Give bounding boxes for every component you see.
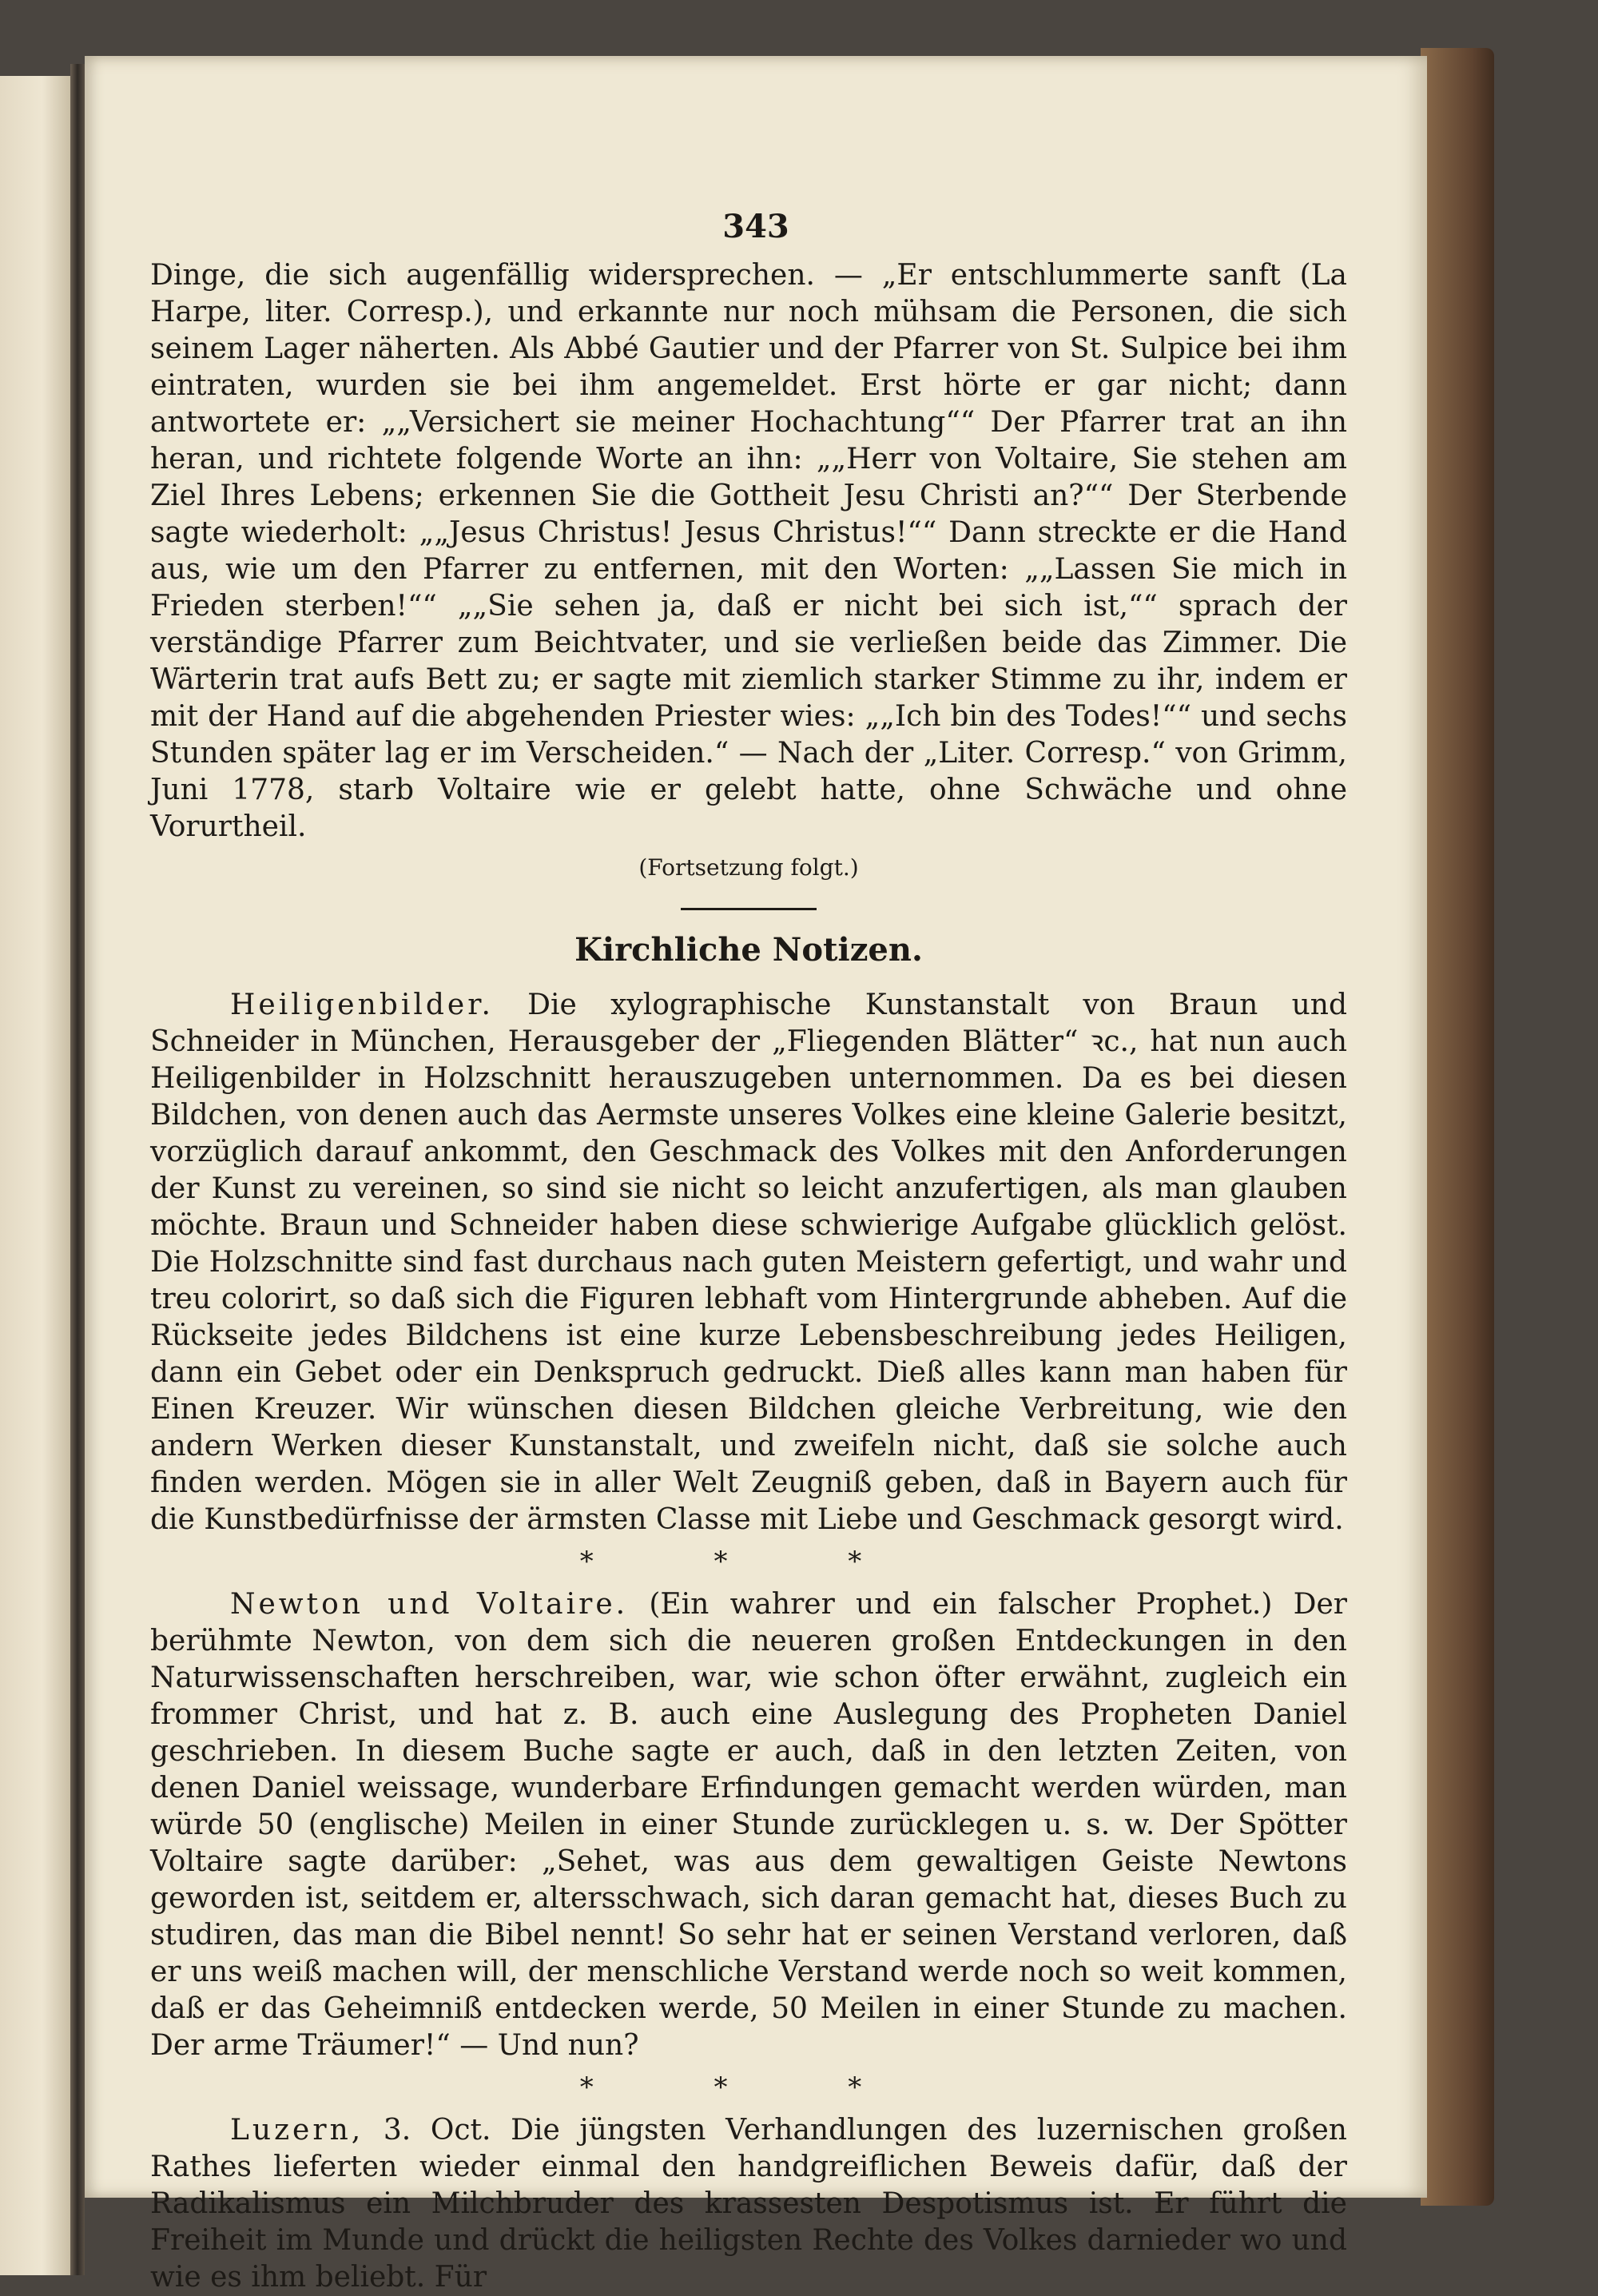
continuation-note: (Fortsetzung folgt.) [638, 854, 859, 881]
paragraph-body: (Ein wahrer und ein falscher Prophet.) Der berühmte Newton, von dem sich die neueren großen Entdeckungen in den Naturwissenschaften herschreiben, war, wie schon öfter erwähnt, zugleich ein frommer Christ, und hat z. B. auch eine Auslegung des Propheten Daniel geschrieben. In diesem Buche sagte er auch, daß in den letzten Zeiten, von denen Daniel weissage, wunderbare Erfindungen gemacht werden würden, man würde 50 (englische) Meilen in einer Stunde zurücklegen u. s. w. Der Spötter Voltaire sagte darüber: „Sehet, was aus dem gewaltigen Geiste Newtons geworden ist, seitdem er, altersschwach, sich daran gemacht hat, dieses Buch zu studiren, das man die Bibel nennt! So sehr hat er seinen Verstand verloren, daß er uns weiß machen will, der menschliche Verstand werde noch so weit kommen, daß er das Geheimniß entdecken werde, 50 Meilen in einer Stunde zu machen. Der arme Träumer!“ — Und nun? [150, 1588, 1347, 2062]
left-page-edge [0, 76, 70, 2275]
paragraph-lead: Newton und Voltaire. [230, 1588, 629, 1621]
book-gutter [70, 64, 85, 2275]
section-heading: Kirchliche Notizen. [574, 931, 923, 969]
paragraph-body: 3. Oct. Die jüngsten Verhandlungen des luzernischen großen Rathes lieferten wieder einmal den handgreiflichen Beweis dafür, daß der Radikalismus ein Milchbruder des krassesten Despotismus ist. Er führt die Freiheit im Munde und drückt die heiligsten Rechte des Volkes darnieder wo und wie es ihm beliebt. Für [150, 2114, 1347, 2294]
section-rule [681, 908, 817, 910]
paragraph-newton-voltaire [150, 1586, 1347, 2064]
paragraph-body: Die xylographische Kunstanstalt von Braun und Schneider in München, Herausgeber der „Fliegenden Blätter“ ꝛc., hat nun auch Heiligenbilder in Holzschnitt herauszugeben unternommen. Da es bei diesen Bildchen, von denen auch das Aermste unseres Volkes eine kleine Galerie besitzt, vorzüglich darauf ankommt, den Geschmack des Volkes mit den Anforderungen der Kunst zu vereinen, so sind sie nicht so leicht anzufertigen, als man glauben möchte. Braun und Schneider haben diese schwierige Aufgabe glücklich gelöst. Die Holzschnitte sind fast durchaus nach guten Meistern gefertigt, und wahr und treu colorirt, so daß sich die Figuren lebhaft vom Hintergrunde abheben. Auf die Rückseite jedes Bildchens ist eine kurze Lebensbeschreibung jedes Heiligen, dann ein Gebet oder ein Denkspruch gedruckt. Dieß alles kann man haben für Einen Kreuzer. Wir wünschen diesen Bildchen gleiche Verbreitung, wie den andern Werken dieser Kunstanstalt, und zweifeln nicht, daß sie solche auch finden werden. Mögen sie in aller Welt Zeugniß geben, daß in Bayern auch für die Kunstbedürfnisse der ärmsten Classe mit Liebe und Geschmack gesorgt wird. [150, 989, 1348, 1536]
paragraph-heiligenbilder [150, 987, 1347, 1538]
paragraph-luzern [150, 2112, 1347, 2296]
star-divider: * * * [579, 1546, 918, 1578]
book-cover-edge [1421, 48, 1494, 2206]
page-number: 343 [722, 208, 789, 245]
page-content [150, 257, 1347, 2296]
paragraph-lead: Heiligenbilder. [230, 989, 494, 1021]
paragraph-voltaire-death: Dinge, die sich augenfällig widersprechen. — „Er entschlummerte sanft (La Harpe, liter. Corresp.), und erkannte nur noch mühsam die Personen, die sich seinem Lager näherten. Als Abbé Gautier und der Pfarrer von St. Sulpice bei ihm eintraten, wurden sie bei ihm angemeldet. Erst hörte er gar nicht; dann antwortete er: „„Versichert sie meiner Hochachtung““ Der Pfarrer trat an ihn heran, und richtete folgende Worte an ihn: „„Herr von Voltaire, Sie stehen am Ziel Ihres Lebens; erkennen Sie die Gottheit Jesu Christi an?““ Der Sterbende sagte wiederholt: „„Jesus Christus! Jesus Christus!““ Dann streckte er die Hand aus, wie um den Pfarrer zu entfernen, mit den Worten: „„Lassen Sie mich in Frieden sterben!““ „„Sie sehen ja, daß er nicht bei sich ist,““ sprach der verständige Pfarrer zum Beichtvater, und sie verließen beide das Zimmer. Die Wärterin trat aufs Bett zu; er sagte mit ziemlich starker Stimme zu ihr, indem er mit der Hand auf die abgehenden Priester wies: „„Ich bin des Todes!““ und sechs Stunden später lag er im Verscheiden.“ — Nach der „Liter. Corresp.“ von Grimm, Juni 1778, starb Voltaire wie er gelebt hatte, ohne Schwäche und ohne Vorurtheil. [150, 259, 1347, 843]
star-divider: * * * [579, 2071, 918, 2103]
book-page [85, 56, 1427, 2294]
paragraph-lead: Luzern, [230, 2114, 364, 2147]
